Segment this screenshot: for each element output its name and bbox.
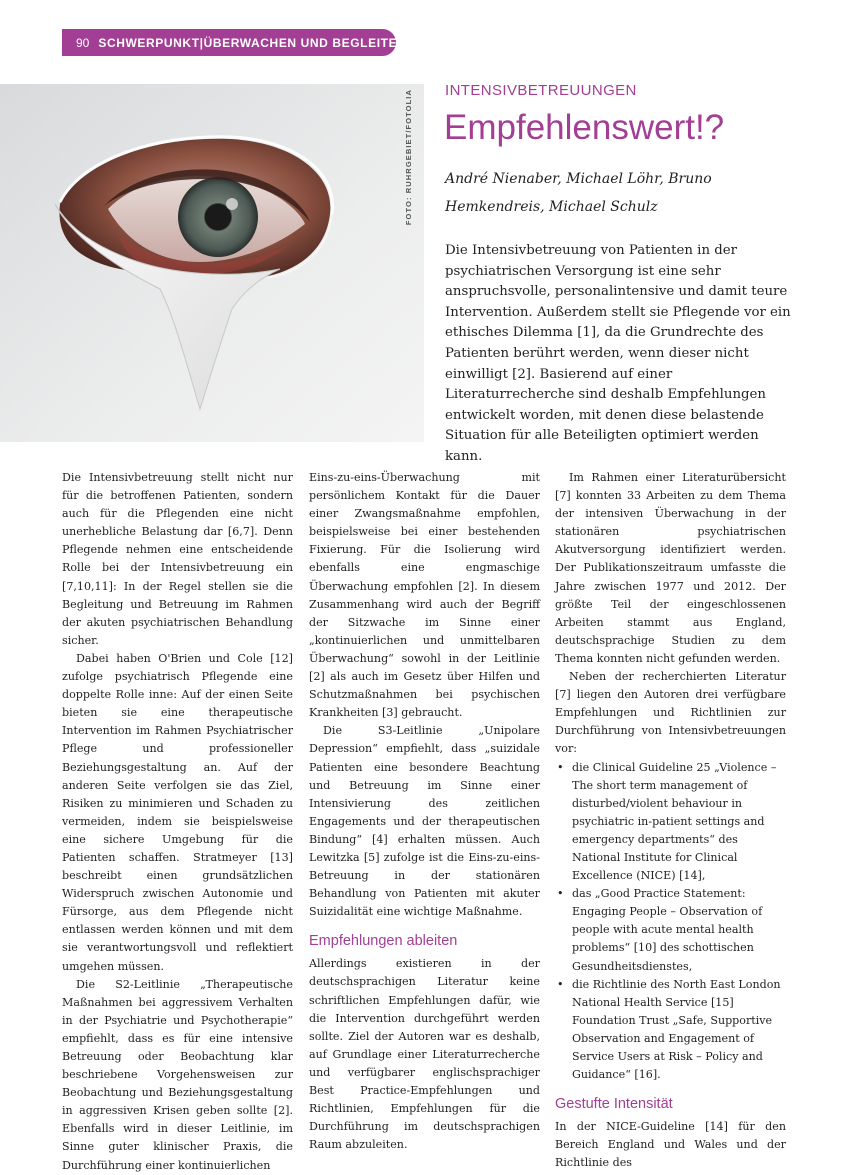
section-title: SCHWERPUNKT|ÜBERWACHEN UND BEGLEITEN xyxy=(98,35,407,50)
page-number: 90 xyxy=(76,35,90,50)
article-abstract: Die Intensivbetreuung von Patienten in der psychiatrischen Versorgung ist eine sehr anspruchsvolle, personalintensive und damit teure Intervention. Außerdem stellt sie Pflegende vor ein ethisches Dilemma [1], da die Grundrechte des Patienten berührt werden, wenn dieser nicht einwilligt [2]. Basierend auf einer Literaturrecherche sind deshalb Empfehlungen entwickelt worden, mit denen diese belastende Situation für alle Beteiligten optimiert werden kann. xyxy=(445,243,791,464)
guideline-list xyxy=(555,759,786,1085)
list-item: • die Richtlinie des North East London National Health Service [15] Foundation Trust „Safe, Supportive Observation and Engagement of Service Users at Risk – Policy and Guidance“ [16]. xyxy=(555,976,786,1085)
article-kicker: INTENSIVBETREUUNGEN xyxy=(445,82,637,99)
photo-credit: FOTO: RUHRGEBIET/FOTOLIA xyxy=(404,89,413,226)
paragraph: Die S3-Leitlinie „Unipolare Depression“ empfiehlt, dass „suizidale Patienten eine besondere Beachtung und Betreuung im Sinne einer Intensivierung des zeitlichen Engagements und der therapeutischen Bindung“ [4] erhalten müssen. Auch Lewitzka [5] zufolge ist die Eins-zu-eins-Betreuung in der stationären Behandlung von Patienten mit akuter Suizidalität eine wichtige Maßnahme. xyxy=(309,724,540,919)
paragraph: Allerdings existieren in der deutschsprachigen Literatur keine schriftlichen Empfehlungen dafür, wie die Intervention durchgeführt werden sollte. Ziel der Autoren war es deshalb, auf Grundlage einer Literaturrecherche und verfügbarer englischsprachiger Best Practice-Empfehlungen und Richtlinien, Empfehlungen für die Durchführung im deutschsprachigen Raum abzuleiten. xyxy=(309,957,540,1152)
list-item: • die Clinical Guideline 25 „Violence – The short term management of disturbed/violent behaviour in psychiatric in-patient settings and emergency departments“ des National Institute for Clinical Excellence (NICE) [14], xyxy=(555,759,786,886)
article-title: Empfehlenswert!? xyxy=(444,108,725,147)
text-column-2 xyxy=(309,469,540,1154)
list-item: • das „Good Practice Statement: Engaging People – Observation of people with acute mental health problems“ [10] des schottischen Gesundheitsdienstes, xyxy=(555,885,786,975)
paragraph: In der NICE-Guideline [14] für den Bereich England und Wales und der Richtlinie des xyxy=(555,1120,786,1170)
article-photo xyxy=(0,84,424,442)
text-column-1 xyxy=(62,469,293,1175)
paragraph: Eins-zu-eins-Überwachung mit persönlichem Kontakt für die Dauer einer Zwangsmaßnahme empfohlen, beispielsweise bei einer bestehenden Fixierung. Für die Isolierung wird ebenfalls eine engmaschige Überwachung empfohlen [2]. In diesem Zusammenhang wird auch der Begriff der Sitzwache im Sinne einer „kontinuierlichen und unmittelbaren Überwachung“ sowohl in der Leitlinie [2] als auch im Gesetz über Hilfen und Schutzmaßnahmen bei psychischen Krankheiten [3] gebraucht. xyxy=(309,471,540,720)
running-header xyxy=(62,29,407,56)
section-heading: Gestufte Intensität xyxy=(555,1096,673,1113)
paragraph: Die Intensivbetreuung stellt nicht nur für die betroffenen Patienten, sondern auch für die Pflegenden eine nicht unerhebliche Belastung dar [6,7]. Denn Pflegende nehmen eine entscheidende Rolle bei der Intensivbetreuung ein [7,10,11]: In der Regel stellen sie die Begleitung und Betreuung im Rahmen der akuten psychiatrischen Behandlung sicher. xyxy=(62,471,293,647)
paragraph: Dabei haben O'Brien und Cole [12] zufolge psychiatrisch Pflegende eine doppelte Rolle inne: Auf der einen Seite bieten sie eine therapeutische Intervention im Rahmen Psychiatrischer Pflege und professioneller Beziehungsgestaltung an. Auf der anderen Seite verfolgen sie das Ziel, Risiken zu minimieren und Schaden zu vermeiden, indem sie beispielsweise eine sichere Umgebung für die Patienten schaffen. Stratmeyer [13] beschreibt einen grundsätzlichen Widerspruch zwischen Autonomie und Fürsorge, aus dem Pflegende nicht entlassen werden können und mit dem sie verantwortungsvoll und reflektiert umgehen müssen. xyxy=(62,651,293,973)
torn-paper-eye-image xyxy=(0,84,424,442)
article-authors: André Nienaber, Michael Löhr, Bruno Hemkendreis, Michael Schulz xyxy=(445,171,712,215)
paragraph: Im Rahmen einer Literaturübersicht [7] konnten 33 Arbeiten zu dem Thema der intensiven Überwachung in der stationären psychiatrischen Akutversorgung identifiziert werden. Der Publikationszeitraum umfasste die Jahre zwischen 1977 und 2012. Der größte Teil der eingeschlossenen Arbeiten stammt aus England, deutschsprachige Studien zu dem Thema konnten nicht gefunden werden. xyxy=(555,471,786,665)
paragraph: Neben der recherchierten Literatur [7] liegen den Autoren drei verfügbare Empfehlungen und Richtlinien zur Durchführung von Intensivbetreuungen vor: xyxy=(555,670,786,756)
text-column-3 xyxy=(555,469,786,1172)
paragraph: Die S2-Leitlinie „Therapeutische Maßnahmen bei aggressivem Verhalten in der Psychiatrie und Psychotherapie“ empfiehlt, dass es für eine intensive Betreuung oder Beobachtung klar beschriebene Vorgehensweisen zur Beobachtung und Beziehungsgestaltung in aggressiven Krisen geben sollte [2]. Ebenfalls wird in dieser Leitlinie, im Sinne guter klinischer Praxis, die Durchführung einer kontinuierlichen xyxy=(62,977,293,1172)
section-heading: Empfehlungen ableiten xyxy=(309,933,458,950)
